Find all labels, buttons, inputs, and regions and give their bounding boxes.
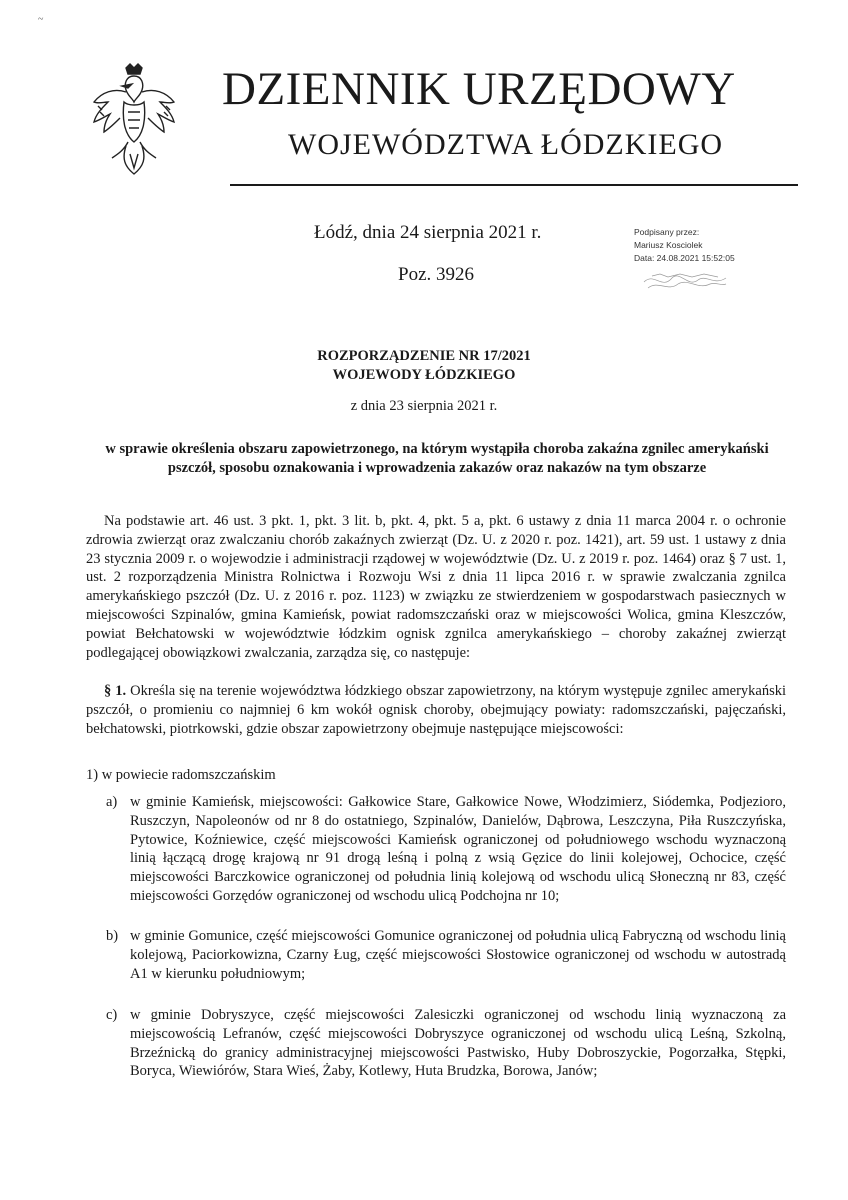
position-number: Poz. 3926 [398,264,474,285]
sub-item-c [106,1006,786,1081]
signature-label: Podpisany przez: [634,227,700,237]
corner-mark: ~ [38,14,44,25]
sub-item-text: w gminie Kamieńsk, miejscowości: Gałkowice Stare, Gałkowice Nowe, Włodzimierz, Siódemka, Podjezioro, Ruszczyn, Napoleonów od nr 8 do ostatniego, Szpinalów, Danielów, Dąbrowa, Leszczyna, Piła Ruszczyńska, Pytowice, Koźniewice, część miejscowości Kamieńsk ograniczonej od południowego wschodu wyznaczoną linią łączącą drogę krajową nr 91 drogą leśną i polną z wsią Gęzice do linii kolejowej, Ochocice, część miejscowości Barczkowice ograniczonej od południa linią kolejową od wschodu ulicą Słoneczną nr 83, część miejscowości Gorzędów ograniczonej od wschodu ulicą Podchojna nr 10; [130,794,786,904]
act-title-line-1: ROZPORZĄDZENIE NR 17/2021 [317,348,531,364]
eagle-emblem-icon [88,62,180,178]
sub-item-b [106,927,786,983]
list-item-1: 1) w powiecie radomszczańskim [86,767,276,783]
masthead-rule [230,184,798,186]
sub-item-text: w gminie Dobryszyce, część miejscowości Zalesiczki ograniczonej od wschodu linią wyznaczoną za miejscowością Lefranów, część miejscowości Dobryszyce ograniczonej od wschodu ulicą Leśną, Szkolną, Brzeźnicką do granicy administracyjnej miejscowości Pastwisko, Huby Dobroszyckie, Pogorzałka, Stępki, Boryca, Wiewiórów, Stara Wieś, Żaby, Kotlewy, Huta Brudzka, Borowa, Janów; [130,1007,786,1080]
signature-name: Mariusz Kosciolek [634,240,703,250]
intro-paragraph: Na podstawie art. 46 ust. 3 pkt. 1, pkt. 3 lit. b, pkt. 4, pkt. 5 a, pkt. 6 ustawy z dnia 11 marca 2004 r. o ochronie zdrowia zwierząt oraz zwalczaniu chorób zakaźnych zwierząt (Dz. U. z 2020 r. poz. 1421), art. 59 ust. 1 ustawy z dnia 23 stycznia 2009 r. o wojewodzie i administracji rządowej w województwie (Dz. U. z 2019 r. poz. 1464) oraz § 7 ust. 1, ust. 2 rozporządzenia Ministra Rolnictwa i Rozwoju Wsi z dnia 11 lipca 2016 r. w sprawie zwalczania zgnilca amerykańskiego pszczół (Dz. U. z 2016 r. poz. 1123) w związku ze stwierdzeniem w gospodarstwach pasiecznych w miejscowości Szpinalów, gmina Kamieńsk, powiat radomszczański oraz w miejscowości Wolica, gmina Kleszczów, powiat Bełchatowski w województwie łódzkim ognisk zgnilca amerykańskiego – choroby zakaźnej zwierząt podlegającej obowiązkowi zwalczania, zarządza się, co następuje: [86,513,786,661]
sub-item-letter: b) [106,928,119,944]
act-date: z dnia 23 sierpnia 2021 r. [350,398,498,414]
section-1-paragraph [86,682,786,738]
act-subject: w sprawie określenia obszaru zapowietrzonego, na którym wystąpiła choroba zakaźna zgnilec amerykański pszczół, sposobu oznakowania i wprowadzenia zakazów oraz nakazów na tym obszarze [105,441,769,476]
sub-item-letter: c) [106,1007,118,1023]
masthead-title: DZIENNIK URZĘDOWY [222,63,736,115]
sub-item-text: w gminie Gomunice, część miejscowości Gomunice ograniczonej od południa ulicą Fabryczną od wschodu linią kolejową, Paciorkowizna, Czarny Ług, część miejscowości Słostowice ograniczonej od wschodu w autostradą A1 w kierunku południowym; [130,928,786,982]
act-title-line-2: WOJEWODY ŁÓDZKIEGO [332,367,516,383]
signature-stamp-icon [640,268,730,294]
sub-item-a [106,793,786,906]
masthead-subtitle: WOJEWÓDZTWA ŁÓDZKIEGO [288,128,724,161]
section-1-label: § 1. [104,683,127,699]
signature-date: Data: 24.08.2021 15:52:05 [634,253,735,263]
signature-block [634,226,735,265]
publication-date: Łódź, dnia 24 sierpnia 2021 r. [314,222,542,243]
section-1-text: Określa się na terenie województwa łódzkiego obszar zapowietrzony, na którym występuje zgnilec amerykański pszczół, o promieniu co najmniej 6 km wokół ognisk choroby, obejmujący powiaty: radomszczański, pajęczański, bełchatowski, piotrkowski, gdzie obszar zapowietrzony obejmuje następujące miejscowości: [86,683,787,737]
sub-item-letter: a) [106,794,118,810]
